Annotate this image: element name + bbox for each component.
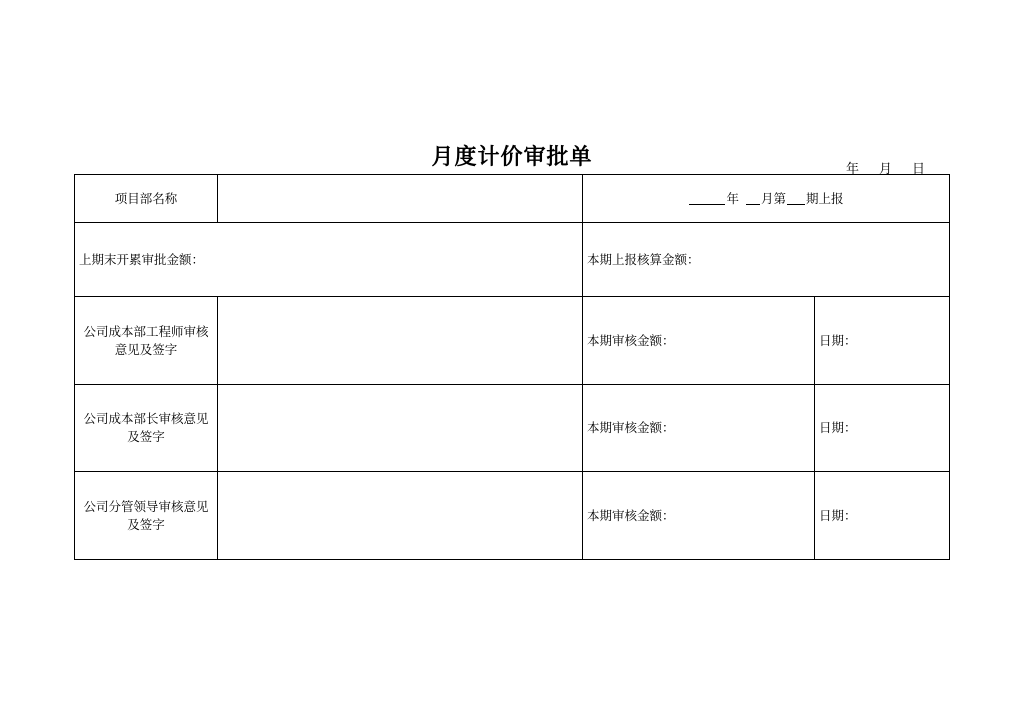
engineer-approved-amount-label: 本期审核金额： — [587, 332, 675, 348]
date-month-label: 月 — [879, 162, 893, 177]
report-period — [583, 175, 949, 222]
approval-form-table — [74, 174, 950, 560]
report-period-year: 年 — [726, 190, 739, 206]
engineer-review-field[interactable] — [218, 297, 582, 384]
period-blank[interactable] — [787, 192, 805, 205]
cumulative-approved-amount-label: 上期末开累审批金额： — [79, 251, 205, 267]
current-reported-amount-label: 本期上报核算金额： — [587, 251, 700, 267]
report-period-month: 月第 — [760, 190, 786, 206]
engineer-review-label: 公司成本部工程师审核意见及签字 — [83, 323, 209, 357]
date-day-label: 日 — [912, 162, 926, 177]
manager-date-label: 日期： — [819, 420, 857, 435]
year-blank[interactable] — [689, 192, 725, 205]
engineer-date-label: 日期： — [819, 332, 857, 348]
project-name-field[interactable] — [218, 175, 582, 222]
month-blank[interactable] — [746, 192, 760, 205]
project-name-label: 项目部名称 — [114, 190, 178, 206]
leader-approved-amount-label: 本期审核金额： — [587, 507, 675, 523]
leader-review-label: 公司分管领导审核意见及签字 — [83, 498, 209, 532]
leader-review-field[interactable] — [218, 472, 582, 559]
report-period-suffix: 期上报 — [806, 190, 844, 206]
page-title: 月度计价审批单 — [431, 145, 593, 170]
leader-date-label: 日期： — [819, 507, 857, 523]
date-year-label: 年 — [846, 162, 860, 177]
column-divider — [814, 296, 815, 559]
manager-review-field[interactable] — [218, 385, 582, 471]
manager-approved-amount-label: 本期审核金额： — [587, 420, 675, 435]
column-divider — [582, 175, 583, 559]
manager-review-label: 公司成本部长审核意见及签字 — [83, 411, 209, 444]
